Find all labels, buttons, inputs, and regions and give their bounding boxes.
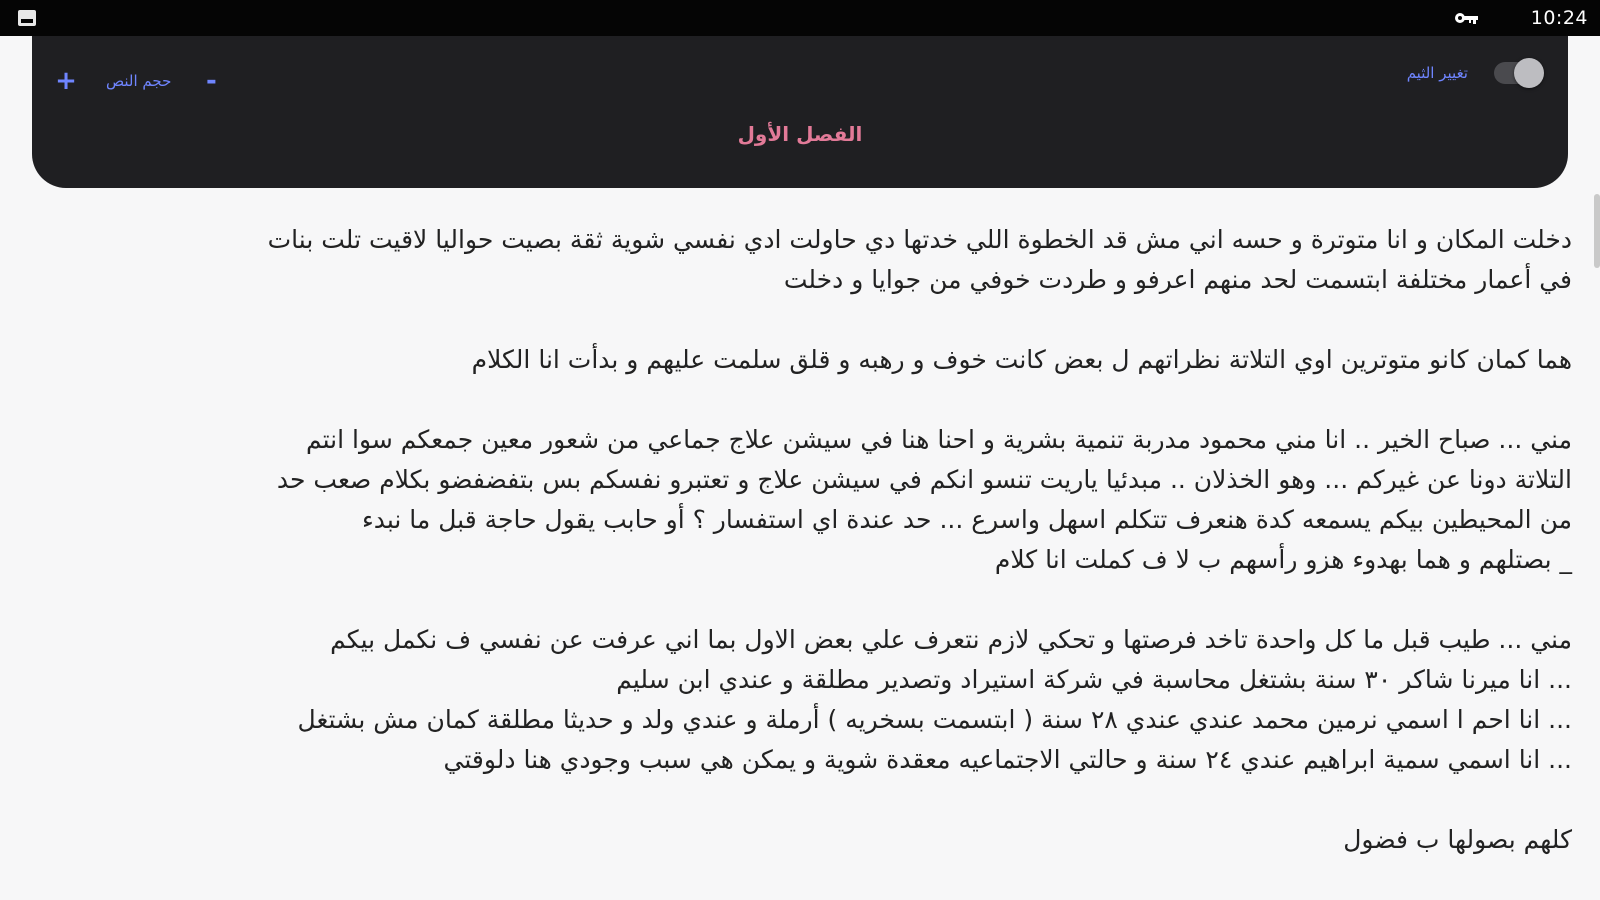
theme-toggle[interactable]	[1494, 62, 1542, 84]
image-icon	[18, 10, 36, 26]
increase-font-button[interactable]: +	[55, 66, 77, 96]
text-line: هما كمان كانو متوترين اوي التلاتة نظراتهم ل بعض كانت خوف و رهبه و قلق سلمت عليهم و بدأت انا الكلام	[471, 345, 1572, 374]
paragraph	[36, 620, 1572, 780]
status-bar	[0, 0, 1600, 36]
paragraph	[36, 220, 1572, 300]
key-icon	[1454, 11, 1480, 25]
theme-label: تغيير الثيم	[1406, 64, 1468, 82]
text-line: ... انا ميرنا شاكر ٣٠ سنة بشتغل محاسبة في شركة استيراد وتصدير مطلقة و عندي ابن سليم	[616, 665, 1572, 694]
decrease-font-button[interactable]: -	[205, 66, 217, 96]
text-line: كلهم بصولها ب فضول	[1343, 825, 1572, 854]
text-line: ... انا احم ا اسمي نرمين محمد عندي عندي ٢٨ سنة ( ابتسمت بسخريه ) أرملة و عندي ولد و حديثا مطلقة كمان مش بشتغل	[297, 705, 1572, 734]
text-line: _ بصتلهم و هما بهدوء هزو رأسهم ب لا ف كملت انا كلام	[994, 545, 1572, 574]
chapter-title: الفصل الأول	[737, 122, 863, 146]
paragraph	[36, 340, 1572, 380]
text-line: في أعمار مختلفة ابتسمت لحد منهم اعرفو و طردت خوفي من جوايا و دخلت	[783, 265, 1572, 294]
scrollbar[interactable]	[1594, 194, 1600, 268]
text-line: مني ... طيب قبل ما كل واحدة تاخد فرصتها و تحكي لازم نتعرف علي بعض الاول بما اني عرفت عن نفسي ف نكمل بيكم	[330, 625, 1572, 654]
reader-toolbar	[32, 36, 1568, 188]
status-time: 10:24	[1530, 7, 1588, 29]
paragraph	[36, 820, 1572, 860]
text-line: التلاتة دونا عن غيركم ... وهو الخذلان .. مبدئيا ياريت تنسو انكم في سيشن علاج و تعتبرو نفسكم بس بتفضفضو بكلام صعب حد	[276, 465, 1572, 494]
text-line: من المحيطين بيكم يسمعه كدة هنعرف تتكلم اسهل واسرع ... حد عندة اي استفسار ؟ أو حابب يقول حاجة قبل ما نبدء	[361, 505, 1572, 534]
font-size-label: حجم النص	[106, 72, 172, 90]
text-line: ... انا اسمي سمية ابراهيم عندي ٢٤ سنة و حالتي الاجتماعيه معقدة شوية و يمكن هي سبب وجودي هنا دلوقتي	[443, 745, 1572, 774]
paragraph	[36, 420, 1572, 580]
toggle-knob	[1514, 58, 1544, 88]
font-size-controls	[54, 66, 223, 96]
theme-controls	[1407, 62, 1542, 84]
chapter-text	[36, 220, 1572, 900]
text-line: دخلت المكان و انا متوترة و حسه اني مش قد الخطوة اللي خدتها دي حاولت ادي نفسي شوية ثقة بصيت حواليا لاقيت تلت بنات	[267, 225, 1572, 254]
text-line: مني ... صباح الخير .. انا مني محمود مدربة تنمية بشرية و احنا هنا في سيشن علاج جماعي من شعور معين جمعكم سوا انتم	[305, 425, 1572, 454]
